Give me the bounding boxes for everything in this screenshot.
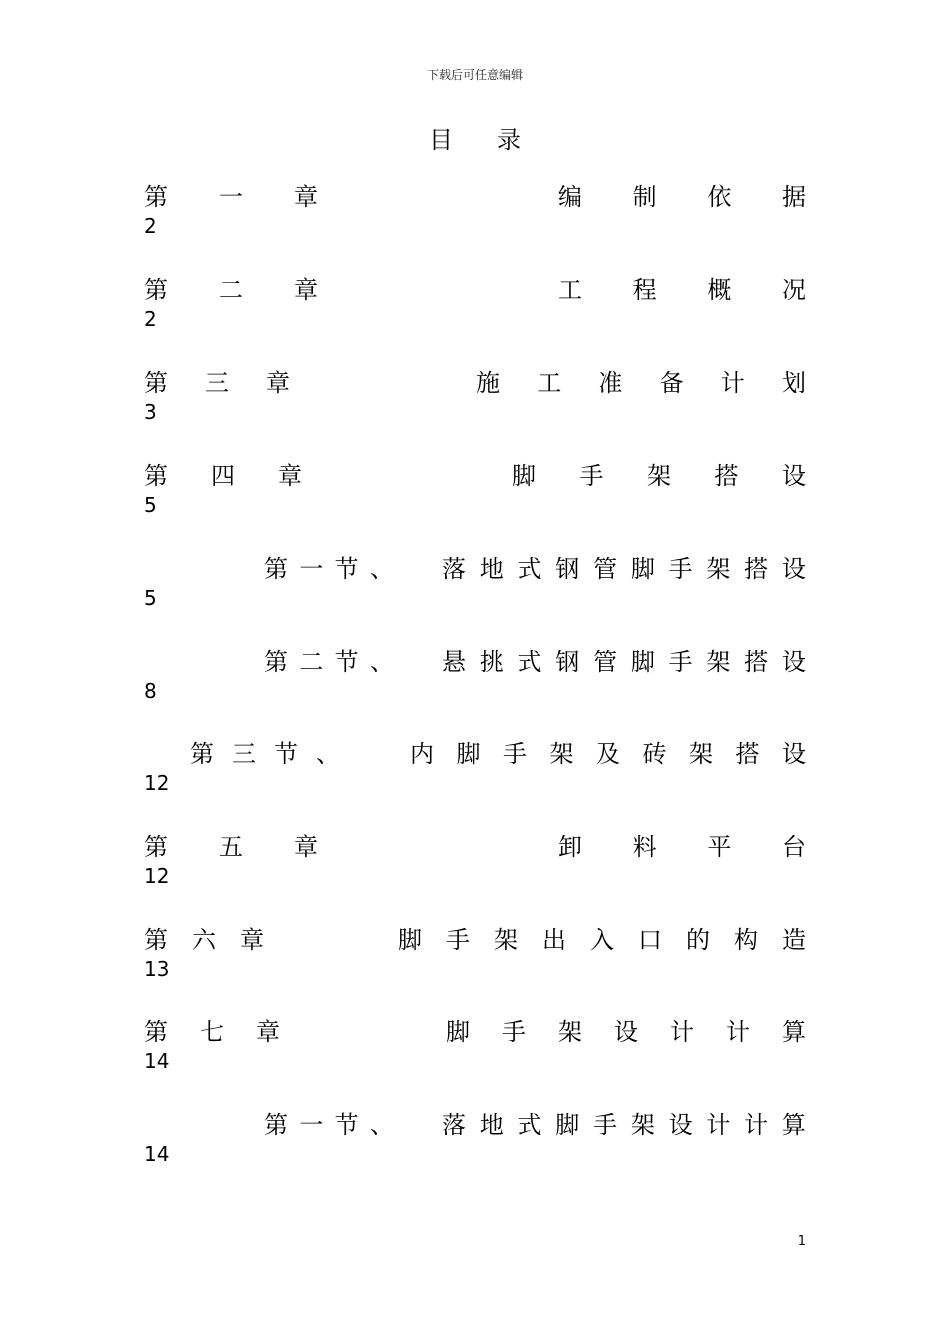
toc-char: 一 (299, 1111, 324, 1139)
toc-char: 节 (334, 1111, 359, 1139)
toc-char: 手 (446, 926, 470, 954)
toc-char: 地 (479, 1111, 504, 1139)
toc-char: 及 (596, 740, 620, 768)
toc-char: 造 (782, 926, 806, 954)
toc-char: 搭 (744, 555, 769, 583)
toc-char: 二 (299, 648, 324, 676)
toc-entry-page: 8 (144, 679, 157, 703)
toc-char: 一 (299, 555, 324, 583)
toc-char: 计 (720, 369, 745, 397)
toc-entry-page: 5 (144, 493, 157, 517)
toc-char: 章 (256, 1018, 280, 1046)
toc-char: 入 (590, 926, 614, 954)
toc-char: 、 (369, 555, 394, 583)
toc-char: 章 (278, 462, 302, 490)
toc-char: 架 (494, 926, 518, 954)
toc-char: 章 (266, 369, 290, 397)
toc-char: 章 (294, 183, 318, 211)
toc-char: 地 (479, 555, 504, 583)
toc-char: 钢 (555, 555, 580, 583)
toc-char: 式 (517, 1111, 542, 1139)
toc-entry[interactable] (144, 647, 806, 717)
toc-char: 脚 (446, 1018, 470, 1046)
toc-char: 架 (689, 740, 713, 768)
toc-char: 准 (598, 369, 623, 397)
toc-entry-title (410, 739, 806, 769)
toc-char: 五 (219, 833, 243, 861)
toc-char: 工 (537, 369, 562, 397)
toc-char: 架 (706, 555, 731, 583)
toc-entry-page: 12 (144, 864, 170, 888)
toc-entry-page: 13 (144, 957, 170, 981)
toc-char: 设 (781, 555, 806, 583)
toc-char: 搭 (714, 462, 739, 490)
toc-char: 出 (542, 926, 566, 954)
toc-entry-title (558, 182, 806, 212)
toc-char: 卸 (558, 833, 582, 861)
toc-char: 砖 (642, 740, 667, 768)
toc-entry-title (442, 647, 806, 677)
toc-char: 、 (369, 648, 394, 676)
toc-char: 挑 (479, 648, 504, 676)
toc-entry-chapter (144, 182, 318, 212)
toc-char: 三 (232, 740, 256, 768)
toc-char: 七 (200, 1018, 224, 1046)
page-header: 下载后可任意编辑 (426, 68, 523, 82)
toc-char: 划 (781, 369, 806, 397)
toc-char: 一 (219, 183, 243, 211)
toc-entry[interactable] (144, 739, 806, 809)
toc-char: 章 (294, 276, 318, 304)
toc-char: 式 (517, 555, 542, 583)
toc-entry-title (442, 1110, 806, 1140)
toc-entry-page: 12 (144, 771, 170, 795)
toc-entry-title (558, 832, 806, 862)
toc-entry-page: 2 (144, 214, 157, 238)
toc-char: 搭 (744, 648, 769, 676)
toc-char: 设 (668, 1111, 693, 1139)
toc-char: 算 (782, 1018, 806, 1046)
toc-char: 钢 (555, 648, 580, 676)
toc-char: 施 (476, 369, 500, 397)
toc-char: 脚 (630, 648, 655, 676)
toc-char: 程 (632, 276, 657, 304)
toc-char: 节 (334, 555, 359, 583)
toc-char: 架 (549, 740, 574, 768)
toc-char: 第 (144, 833, 168, 861)
toc-char: 计 (706, 1111, 731, 1139)
toc-char: 落 (442, 1111, 466, 1139)
toc-entry-chapter (264, 1110, 394, 1140)
toc-char: 手 (503, 740, 527, 768)
toc-char: 架 (558, 1018, 582, 1046)
toc-entry-page: 5 (144, 586, 157, 610)
toc-char: 六 (192, 926, 216, 954)
toc-entry[interactable] (144, 275, 806, 345)
toc-char: 第 (264, 555, 288, 583)
toc-char: 设 (782, 740, 806, 768)
toc-char: 料 (632, 833, 657, 861)
toc-char: 构 (734, 926, 758, 954)
toc-char: 节 (274, 740, 298, 768)
toc-entry-chapter (264, 554, 394, 584)
toc-char: 备 (659, 369, 684, 397)
toc-char: 手 (668, 555, 693, 583)
toc-char: 、 (369, 1111, 394, 1139)
toc-char: 况 (781, 276, 806, 304)
toc-char: 式 (517, 648, 542, 676)
toc-entry-title (446, 1017, 806, 1047)
toc-char: 管 (593, 555, 618, 583)
toc-char: 设 (782, 462, 806, 490)
toc-entry-chapter (144, 368, 290, 398)
toc-char: 设 (614, 1018, 638, 1046)
toc-entry-chapter (144, 832, 318, 862)
toc-entry-page: 14 (144, 1049, 170, 1073)
toc-char: 架 (630, 1111, 655, 1139)
toc-char: 架 (647, 462, 671, 490)
toc-char: 的 (686, 926, 710, 954)
toc-entry-title (476, 368, 806, 398)
toc-char: 编 (558, 183, 582, 211)
toc-char: 概 (707, 276, 732, 304)
toc-entry-chapter (144, 461, 302, 491)
toc-char: 第 (144, 369, 168, 397)
toc-char: 第 (144, 1018, 168, 1046)
toc-char: 第 (144, 462, 168, 490)
toc-entry-title (512, 461, 806, 491)
toc-entry-page: 14 (144, 1142, 170, 1166)
toc-char: 内 (410, 740, 434, 768)
toc-entry-chapter (190, 739, 340, 769)
toc-char: 章 (294, 833, 318, 861)
toc-entry[interactable] (144, 925, 806, 995)
toc-entry[interactable] (144, 368, 806, 438)
toc-char: 口 (638, 926, 662, 954)
toc-char: 第 (190, 740, 214, 768)
toc-entry[interactable] (144, 554, 806, 624)
page-number: 1 (797, 1234, 806, 1249)
toc-char: 制 (632, 183, 657, 211)
toc-char: 手 (502, 1018, 526, 1046)
toc-char: 计 (670, 1018, 694, 1046)
toc-char: 四 (211, 462, 235, 490)
toc-char: 章 (240, 926, 264, 954)
toc-char: 二 (219, 276, 243, 304)
toc-entry[interactable] (144, 182, 806, 252)
toc-char: 脚 (456, 740, 481, 768)
toc-char: 计 (726, 1018, 750, 1046)
toc-char: 落 (442, 555, 466, 583)
toc-char: 、 (316, 740, 340, 768)
toc-entry-title (398, 925, 806, 955)
toc-char: 手 (579, 462, 604, 490)
toc-char: 节 (334, 648, 359, 676)
toc-char: 平 (707, 833, 732, 861)
toc-char: 第 (144, 926, 168, 954)
toc-entry[interactable] (144, 832, 806, 902)
toc-char: 架 (706, 648, 731, 676)
toc-char: 算 (781, 1111, 806, 1139)
toc-char: 依 (707, 183, 732, 211)
toc-char: 搭 (735, 740, 760, 768)
toc-char: 第 (264, 1111, 288, 1139)
toc-entry-chapter (144, 925, 264, 955)
toc-entry-chapter (144, 275, 318, 305)
toc-char: 脚 (512, 462, 536, 490)
toc-char: 第 (144, 276, 168, 304)
toc-char: 设 (781, 648, 806, 676)
toc-char: 第 (144, 183, 168, 211)
toc-entry[interactable] (144, 1110, 806, 1180)
toc-entry-page: 2 (144, 307, 157, 331)
toc-char: 脚 (398, 926, 422, 954)
toc-char: 计 (744, 1111, 769, 1139)
toc-entry-page: 3 (144, 400, 157, 424)
toc-char: 脚 (555, 1111, 580, 1139)
toc-entry-chapter (144, 1017, 280, 1047)
toc-entry-title (558, 275, 806, 305)
toc-char: 管 (593, 648, 618, 676)
toc-char: 工 (558, 276, 582, 304)
toc-char: 手 (668, 648, 693, 676)
toc-char: 三 (205, 369, 229, 397)
toc-char: 悬 (442, 648, 466, 676)
toc-char: 据 (781, 183, 806, 211)
toc-char: 手 (593, 1111, 618, 1139)
toc-title: 目录 (429, 126, 565, 154)
toc-char: 第 (264, 648, 288, 676)
toc-entry[interactable] (144, 461, 806, 531)
toc-char: 脚 (630, 555, 655, 583)
toc-entry-chapter (264, 647, 394, 677)
toc-entry-title (442, 554, 806, 584)
toc-char: 台 (781, 833, 806, 861)
toc-entry[interactable] (144, 1017, 806, 1087)
